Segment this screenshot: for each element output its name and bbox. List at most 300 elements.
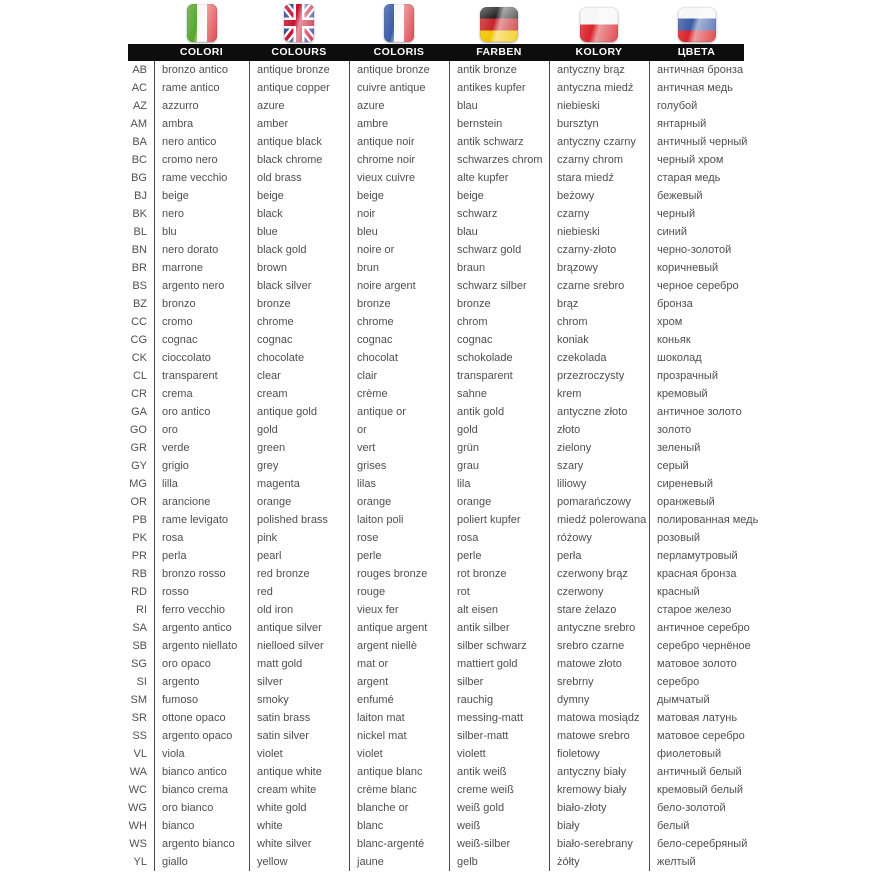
color-code: SI (136, 676, 147, 688)
color-name-german: alte kupfer (449, 169, 549, 187)
color-code: RD (131, 586, 147, 598)
table-header-bar (128, 44, 744, 61)
color-name-french: bronze (349, 295, 449, 313)
color-name-russian: бежевый (649, 187, 744, 205)
color-name-french: laiton mat (349, 709, 449, 727)
color-name-polish: czarny chrom (549, 151, 649, 169)
color-name-english: amber (249, 115, 349, 133)
color-name-german: grün (449, 439, 549, 457)
header-label-russian: ЦВЕТА (677, 46, 716, 58)
color-code: AM (130, 118, 147, 130)
color-name-english: polished brass (249, 511, 349, 529)
color-code: OR (130, 496, 147, 508)
color-name-russian: шоколад (649, 349, 744, 367)
color-name-french: enfumé (349, 691, 449, 709)
color-name-russian: синий (649, 223, 744, 241)
color-name-polish: matowa mosiądz (549, 709, 649, 727)
color-name-french: vieux cuivre (349, 169, 449, 187)
color-name-german: weiß gold (449, 799, 549, 817)
color-name-russian: старая медь (649, 169, 744, 187)
color-name-russian: античная медь (649, 79, 744, 97)
color-name-russian: красный (649, 583, 744, 601)
color-name-russian: голубой (649, 97, 744, 115)
color-name-french: blanc (349, 817, 449, 835)
color-name-russian: коричневый (649, 259, 744, 277)
color-name-polish: biały (549, 817, 649, 835)
color-name-polish: stara miedź (549, 169, 649, 187)
color-name-english: brown (249, 259, 349, 277)
color-name-italian: bianco crema (154, 781, 249, 799)
color-name-english: azure (249, 97, 349, 115)
color-name-english: white (249, 817, 349, 835)
color-name-italian: ambra (154, 115, 249, 133)
uk-flag-icon (284, 4, 314, 42)
color-name-english: antique bronze (249, 61, 349, 79)
color-name-english: green (249, 439, 349, 457)
color-name-polish: antyczna miedź (549, 79, 649, 97)
color-name-english: cream (249, 385, 349, 403)
color-name-english: matt gold (249, 655, 349, 673)
color-name-italian: nero dorato (154, 241, 249, 259)
flags-row (128, 2, 744, 42)
color-code: BC (131, 154, 147, 166)
color-name-italian: grigio (154, 457, 249, 475)
color-name-polish: złoto (549, 421, 649, 439)
color-name-french: jaune (349, 853, 449, 871)
color-name-english: black gold (249, 241, 349, 259)
color-name-italian: bianco (154, 817, 249, 835)
color-name-german: lila (449, 475, 549, 493)
header-label-english: COLOURS (271, 46, 327, 58)
color-name-russian: черный (649, 205, 744, 223)
color-code: CK (131, 352, 147, 364)
color-name-russian: античное серебро (649, 619, 744, 637)
color-name-polish: bursztyn (549, 115, 649, 133)
color-name-russian: черный хром (649, 151, 744, 169)
color-name-polish: niebieski (549, 223, 649, 241)
color-name-italian: ferro vecchio (154, 601, 249, 619)
color-name-italian: argento niellato (154, 637, 249, 655)
color-name-english: black chrome (249, 151, 349, 169)
color-code: SB (132, 640, 147, 652)
color-name-german: braun (449, 259, 549, 277)
color-name-german: weiß-silber (449, 835, 549, 853)
color-name-polish: biało-serebrany (549, 835, 649, 853)
color-name-german: weiß (449, 817, 549, 835)
color-code: SG (131, 658, 147, 670)
color-name-german: antik weiß (449, 763, 549, 781)
color-name-italian: argento (154, 673, 249, 691)
color-name-english: satin brass (249, 709, 349, 727)
color-name-german: bronze (449, 295, 549, 313)
color-name-polish: przezroczysty (549, 367, 649, 385)
russia-flag-icon (678, 7, 716, 42)
color-name-english: antique silver (249, 619, 349, 637)
header-label-french: COLORIS (373, 46, 425, 58)
color-name-german: perle (449, 547, 549, 565)
color-name-german: schokolade (449, 349, 549, 367)
color-name-french: perle (349, 547, 449, 565)
color-name-german: gelb (449, 853, 549, 871)
color-name-polish: czarny-złoto (549, 241, 649, 259)
color-name-italian: giallo (154, 853, 249, 871)
color-name-english: magenta (249, 475, 349, 493)
color-name-italian: cioccolato (154, 349, 249, 367)
color-name-italian: ottone opaco (154, 709, 249, 727)
color-name-italian: marrone (154, 259, 249, 277)
color-name-german: creme weiß (449, 781, 549, 799)
color-name-french: blanc-argenté (349, 835, 449, 853)
color-name-german: beige (449, 187, 549, 205)
color-code: CC (131, 316, 147, 328)
color-code: BJ (134, 190, 147, 202)
table-body (128, 61, 759, 871)
color-name-english: antique gold (249, 403, 349, 421)
color-name-english: black silver (249, 277, 349, 295)
color-name-french: orange (349, 493, 449, 511)
color-name-french: blanche or (349, 799, 449, 817)
color-name-french: bleu (349, 223, 449, 241)
color-code: VL (133, 748, 147, 760)
color-name-english: black (249, 205, 349, 223)
color-name-russian: дымчатый (649, 691, 744, 709)
italy-flag-icon (187, 4, 217, 42)
color-name-polish: brązowy (549, 259, 649, 277)
color-code: YL (133, 856, 147, 868)
color-name-german: blau (449, 97, 549, 115)
color-name-italian: lilla (154, 475, 249, 493)
color-name-english: old iron (249, 601, 349, 619)
color-name-polish: perła (549, 547, 649, 565)
color-name-polish: czerwony brąz (549, 565, 649, 583)
color-name-english: blue (249, 223, 349, 241)
color-name-french: noire argent (349, 277, 449, 295)
color-code: MG (129, 478, 147, 490)
color-name-russian: бело-серебряный (649, 835, 744, 853)
color-code: CL (132, 370, 147, 382)
color-name-russian: золото (649, 421, 744, 439)
color-name-german: schwarz gold (449, 241, 549, 259)
color-name-french: noir (349, 205, 449, 223)
color-name-italian: cromo nero (154, 151, 249, 169)
color-name-russian: серый (649, 457, 744, 475)
color-code: CR (131, 388, 147, 400)
color-name-polish: dymny (549, 691, 649, 709)
color-name-italian: fumoso (154, 691, 249, 709)
color-name-french: laiton poli (349, 511, 449, 529)
color-name-polish: beżowy (549, 187, 649, 205)
color-name-russian: старое железо (649, 601, 744, 619)
color-name-polish: krem (549, 385, 649, 403)
color-name-russian: прозрачный (649, 367, 744, 385)
color-name-french: chocolat (349, 349, 449, 367)
color-name-polish: szary (549, 457, 649, 475)
color-name-english: orange (249, 493, 349, 511)
color-name-polish: chrom (549, 313, 649, 331)
color-name-french: argent (349, 673, 449, 691)
color-name-italian: nero antico (154, 133, 249, 151)
color-name-italian: bianco antico (154, 763, 249, 781)
color-translation-table (128, 2, 759, 871)
color-name-french: clair (349, 367, 449, 385)
color-name-italian: cromo (154, 313, 249, 331)
color-name-french: brun (349, 259, 449, 277)
color-name-italian: bronzo rosso (154, 565, 249, 583)
color-name-german: violett (449, 745, 549, 763)
color-name-french: azure (349, 97, 449, 115)
color-name-english: antique black (249, 133, 349, 151)
color-name-russian: серебро (649, 673, 744, 691)
color-name-polish: srebro czarne (549, 637, 649, 655)
color-name-german: gold (449, 421, 549, 439)
color-name-italian: rame levigato (154, 511, 249, 529)
color-name-russian: античный белый (649, 763, 744, 781)
color-name-french: rouges bronze (349, 565, 449, 583)
color-code: RB (131, 568, 147, 580)
color-name-italian: argento bianco (154, 835, 249, 853)
color-code: SS (132, 730, 147, 742)
color-name-french: antique noir (349, 133, 449, 151)
color-name-english: chrome (249, 313, 349, 331)
france-flag-icon (384, 4, 414, 42)
color-name-polish: czarne srebro (549, 277, 649, 295)
color-name-italian: argento antico (154, 619, 249, 637)
color-name-russian: кремовый (649, 385, 744, 403)
color-name-german: sahne (449, 385, 549, 403)
color-name-english: cognac (249, 331, 349, 349)
color-name-english: clear (249, 367, 349, 385)
color-name-german: antik bronze (449, 61, 549, 79)
color-name-polish: żółty (549, 853, 649, 871)
color-name-russian: перламутровый (649, 547, 744, 565)
color-name-german: bernstein (449, 115, 549, 133)
color-name-italian: nero (154, 205, 249, 223)
color-code: WC (128, 784, 147, 796)
color-name-english: yellow (249, 853, 349, 871)
color-name-german: chrom (449, 313, 549, 331)
color-name-french: noire or (349, 241, 449, 259)
color-name-polish: antyczny biały (549, 763, 649, 781)
color-name-russian: матовое золото (649, 655, 744, 673)
color-name-polish: zielony (549, 439, 649, 457)
color-name-german: silber schwarz (449, 637, 549, 655)
color-name-russian: античный черный (649, 133, 744, 151)
color-name-english: grey (249, 457, 349, 475)
color-code: GA (131, 406, 147, 418)
color-name-english: nielloed silver (249, 637, 349, 655)
color-name-polish: srebrny (549, 673, 649, 691)
color-code: PB (132, 514, 147, 526)
color-name-french: ambre (349, 115, 449, 133)
color-name-french: violet (349, 745, 449, 763)
color-code: PR (131, 550, 147, 562)
color-name-italian: argento opaco (154, 727, 249, 745)
color-name-italian: crema (154, 385, 249, 403)
color-name-french: crème blanc (349, 781, 449, 799)
color-name-german: rot (449, 583, 549, 601)
color-name-french: vert (349, 439, 449, 457)
color-name-french: chrome noir (349, 151, 449, 169)
color-name-italian: oro bianco (154, 799, 249, 817)
color-name-italian: argento nero (154, 277, 249, 295)
color-name-italian: viola (154, 745, 249, 763)
header-label-italian: COLORI (179, 46, 224, 58)
color-code: WG (128, 802, 147, 814)
color-code: GY (131, 460, 147, 472)
color-code: BS (132, 280, 147, 292)
color-name-german: rot bronze (449, 565, 549, 583)
color-name-english: white gold (249, 799, 349, 817)
color-code: AC (131, 82, 147, 94)
color-name-russian: хром (649, 313, 744, 331)
color-name-italian: rame antico (154, 79, 249, 97)
color-code: RI (136, 604, 147, 616)
color-name-english: cream white (249, 781, 349, 799)
color-name-polish: czarny (549, 205, 649, 223)
header-label-german: FARBEN (476, 46, 522, 58)
color-name-english: red (249, 583, 349, 601)
color-name-german: blau (449, 223, 549, 241)
color-name-italian: oro antico (154, 403, 249, 421)
color-name-english: silver (249, 673, 349, 691)
color-name-english: pink (249, 529, 349, 547)
color-name-english: antique copper (249, 79, 349, 97)
color-name-french: nickel mat (349, 727, 449, 745)
color-code: BL (133, 226, 147, 238)
color-name-russian: серебро чернёное (649, 637, 744, 655)
color-name-german: antik schwarz (449, 133, 549, 151)
color-code: GO (129, 424, 147, 436)
color-name-french: grises (349, 457, 449, 475)
color-name-polish: niebieski (549, 97, 649, 115)
color-name-french: or (349, 421, 449, 439)
color-name-german: grau (449, 457, 549, 475)
color-name-italian: cognac (154, 331, 249, 349)
color-name-german: schwarzes chrom (449, 151, 549, 169)
color-code: BR (131, 262, 147, 274)
color-name-russian: оранжевый (649, 493, 744, 511)
color-name-polish: pomarańczowy (549, 493, 649, 511)
color-name-english: smoky (249, 691, 349, 709)
color-name-german: silber (449, 673, 549, 691)
color-name-russian: античная бронза (649, 61, 744, 79)
color-name-polish: fioletowy (549, 745, 649, 763)
color-name-russian: белый (649, 817, 744, 835)
color-name-german: antikes kupfer (449, 79, 549, 97)
color-name-french: cognac (349, 331, 449, 349)
color-name-german: alt eisen (449, 601, 549, 619)
color-name-italian: blu (154, 223, 249, 241)
color-name-french: antique bronze (349, 61, 449, 79)
color-name-german: mattiert gold (449, 655, 549, 673)
color-name-german: orange (449, 493, 549, 511)
color-name-english: pearl (249, 547, 349, 565)
color-name-italian: perla (154, 547, 249, 565)
color-name-russian: сиреневый (649, 475, 744, 493)
color-name-russian: бронза (649, 295, 744, 313)
color-name-polish: brąz (549, 295, 649, 313)
color-name-english: violet (249, 745, 349, 763)
color-code: BZ (132, 298, 147, 310)
color-name-french: rouge (349, 583, 449, 601)
color-name-italian: rosso (154, 583, 249, 601)
color-name-russian: черное серебро (649, 277, 744, 295)
color-name-polish: stare żelazo (549, 601, 649, 619)
color-code: PK (132, 532, 147, 544)
color-name-german: messing-matt (449, 709, 549, 727)
color-name-italian: bronzo antico (154, 61, 249, 79)
color-code: WS (129, 838, 147, 850)
header-label-polish: KOLORY (575, 46, 623, 58)
color-code: BN (131, 244, 147, 256)
color-code: AZ (132, 100, 147, 112)
color-name-russian: черно-золотой (649, 241, 744, 259)
color-name-polish: matowe złoto (549, 655, 649, 673)
color-name-german: transparent (449, 367, 549, 385)
color-name-russian: фиолетовый (649, 745, 744, 763)
color-name-english: antique white (249, 763, 349, 781)
color-name-french: vieux fer (349, 601, 449, 619)
color-name-polish: antyczne złoto (549, 403, 649, 421)
color-name-polish: antyczny brąz (549, 61, 649, 79)
color-name-russian: розовый (649, 529, 744, 547)
color-name-russian: матовая латунь (649, 709, 744, 727)
color-name-italian: rame vecchio (154, 169, 249, 187)
color-name-french: beige (349, 187, 449, 205)
color-name-russian: коньяк (649, 331, 744, 349)
color-name-polish: czerwony (549, 583, 649, 601)
color-name-english: white silver (249, 835, 349, 853)
color-name-english: bronze (249, 295, 349, 313)
color-name-french: antique argent (349, 619, 449, 637)
color-name-polish: antyczny czarny (549, 133, 649, 151)
color-code: GR (130, 442, 147, 454)
color-name-german: schwarz silber (449, 277, 549, 295)
color-name-french: crème (349, 385, 449, 403)
color-name-english: beige (249, 187, 349, 205)
color-code: SA (132, 622, 147, 634)
color-name-french: mat or (349, 655, 449, 673)
color-name-polish: kremowy biały (549, 781, 649, 799)
color-name-polish: antyczne srebro (549, 619, 649, 637)
color-name-russian: желтый (649, 853, 744, 871)
color-name-german: silber-matt (449, 727, 549, 745)
color-name-italian: transparent (154, 367, 249, 385)
color-name-russian: бело-золотой (649, 799, 744, 817)
color-name-german: poliert kupfer (449, 511, 549, 529)
color-code: BA (132, 136, 147, 148)
poland-flag-icon (580, 7, 618, 42)
color-code: WH (128, 820, 147, 832)
color-name-polish: różowy (549, 529, 649, 547)
color-name-russian: полированная медь (649, 511, 744, 529)
color-name-russian: красная бронза (649, 565, 744, 583)
color-name-english: satin silver (249, 727, 349, 745)
germany-flag-icon (480, 7, 518, 42)
color-name-french: cuivre antique (349, 79, 449, 97)
color-code: CG (130, 334, 147, 346)
color-name-italian: verde (154, 439, 249, 457)
color-name-italian: oro opaco (154, 655, 249, 673)
color-name-polish: matowe srebro (549, 727, 649, 745)
color-code: SM (130, 694, 147, 706)
color-name-english: red bronze (249, 565, 349, 583)
color-code: AB (132, 64, 147, 76)
color-name-polish: koniak (549, 331, 649, 349)
color-name-italian: oro (154, 421, 249, 439)
color-name-russian: кремовый белый (649, 781, 744, 799)
color-code: BG (131, 172, 147, 184)
